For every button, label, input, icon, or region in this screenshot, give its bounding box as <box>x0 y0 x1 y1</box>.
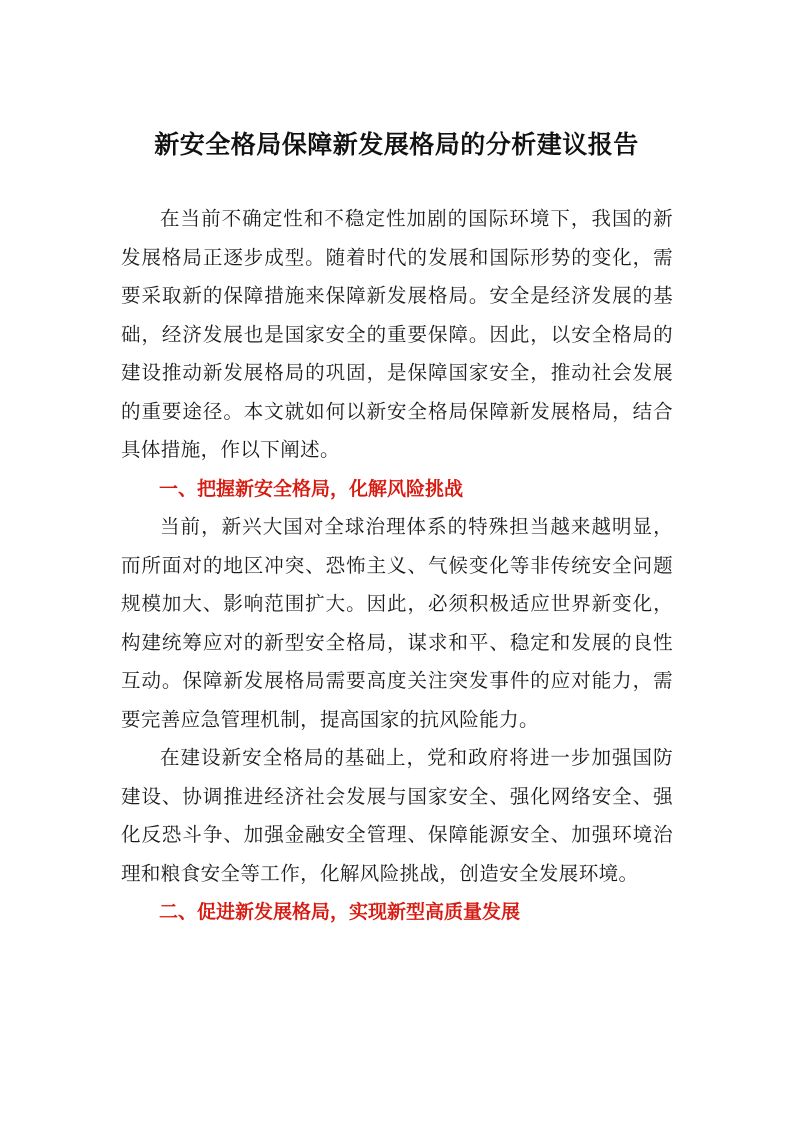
section-1-heading: 一、把握新安全格局，化解风险挑战 <box>159 477 464 500</box>
section-2-heading: 二、促进新发展格局，实现新型高质量发展 <box>159 901 521 923</box>
section-1-paragraph-2: 在建设新安全格局的基础上，党和政府将进一步加强国防建设、协调推进经济社会发展与国家安全、强化网络安全、强化反恐斗争、加强金融安全管理、保障能源安全、加强环境治理和粮食安全等工作，化解风险挑战，创造安全发展环境。 <box>121 746 673 885</box>
section-1-paragraph-1: 当前，新兴大国对全球治理体系的特殊担当越来越明显，而所面对的地区冲突、恐怖主义、气候变化等非传统安全问题规模加大、影响范围扩大。因此，必须积极适应世界新变化，构建统筹应对的新型安全格局，谋求和平、稳定和发展的良性互动。保障新发展格局需要高度关注突发事件的应对能力，需要完善应急管理机制，提高国家的抗风险能力。 <box>121 515 673 731</box>
intro-paragraph: 在当前不确定性和不稳定性加剧的国际环境下，我国的新发展格局正逐步成型。随着时代的发展和国际形势的变化，需要采取新的保障措施来保障新发展格局。安全是经济发展的基础，经济发展也是国家安全的重要保障。因此，以安全格局的建设推动新发展格局的巩固，是保障国家安全，推动社会发展的重要途径。本文就如何以新安全格局保障新发展格局，结合具体措施，作以下阐述。 <box>121 207 673 461</box>
document-body <box>121 200 673 932</box>
document-title: 新安全格局保障新发展格局的分析建议报告 <box>154 130 639 159</box>
